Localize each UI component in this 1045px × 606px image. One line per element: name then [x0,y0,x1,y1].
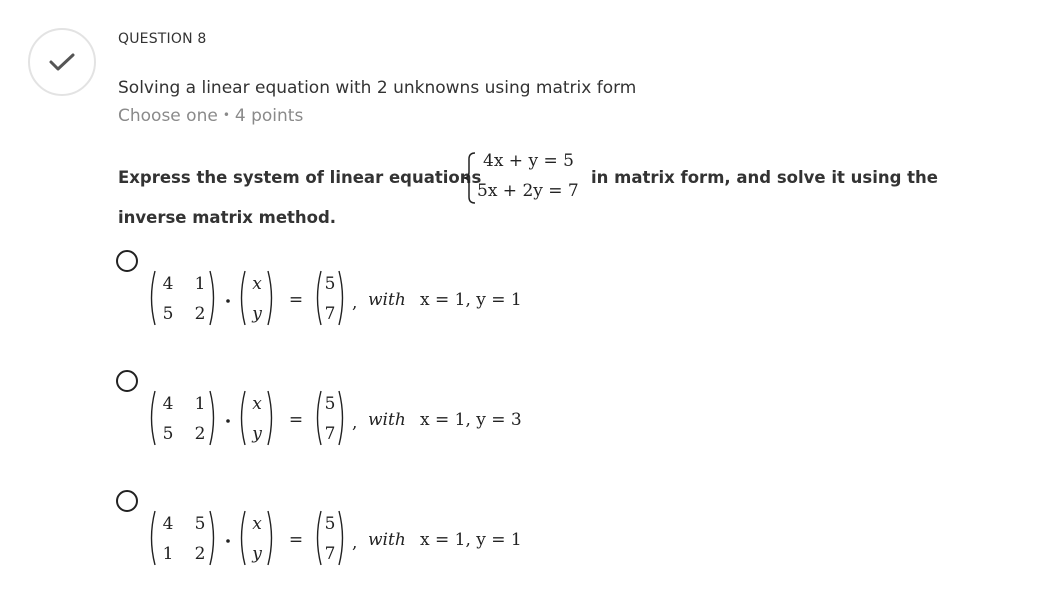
matrix-equation [146,268,646,328]
equals-sign: = [288,530,304,550]
equation-system [462,150,594,206]
prompt-text-line2: inverse matrix method. [118,208,337,227]
matrix-entry: 1 [194,274,206,294]
answer-option-2[interactable] [116,370,676,470]
question-meta [118,106,303,126]
radio-button[interactable] [116,370,138,392]
open-paren [318,511,322,565]
close-paren [268,391,272,445]
matrix-entry: 5 [194,514,206,534]
close-paren [210,391,214,445]
vector-entry: 5 [324,394,336,414]
vector-entry: y [252,544,262,564]
close-paren [210,271,214,325]
matrix-entry: 5 [162,304,174,324]
matrix-entry: 4 [162,514,174,534]
matrix-entry: 2 [194,544,206,564]
with-label: with [368,530,406,550]
open-paren [242,271,246,325]
multiply-dot [226,539,230,543]
equals-sign: = [288,290,304,310]
prompt-text-after: in matrix form, and solve it using the [591,168,938,187]
prompt-text-before: Express the system of linear equations [118,168,482,187]
close-paren [339,391,343,445]
vector-entry: 5 [324,274,336,294]
vector-entry: 5 [324,514,336,534]
close-paren [339,511,343,565]
matrix-entry: 2 [194,304,206,324]
open-paren [318,391,322,445]
matrix-entry: 4 [162,394,174,414]
matrix-equation [146,508,646,568]
check-icon [47,50,77,74]
vector-entry: x [252,514,262,534]
vector-entry: 7 [324,544,336,564]
matrix-entry: 5 [162,424,174,444]
radio-button[interactable] [116,250,138,272]
with-label: with [368,410,406,430]
with-label: with [368,290,406,310]
matrix-entry: 1 [194,394,206,414]
vector-entry: 7 [324,424,336,444]
vector-entry: y [252,304,262,324]
solution-text: x = 1, y = 1 [420,290,522,310]
left-brace [462,150,478,206]
equation-1: 4x + y = 5 [483,151,574,171]
question-number: QUESTION 8 [118,31,207,47]
matrix-entry: 4 [162,274,174,294]
matrix-entry: 1 [162,544,174,564]
multiply-dot [226,299,230,303]
open-paren [318,271,322,325]
solution-text: x = 1, y = 3 [420,410,522,430]
answer-option-3[interactable] [116,490,676,590]
close-paren [210,511,214,565]
radio-button[interactable] [116,490,138,512]
comma: , [352,533,358,553]
matrix-equation [146,388,646,448]
separator-dot: • [222,108,230,122]
solution-text: x = 1, y = 1 [420,530,522,550]
answered-status-badge [28,28,96,96]
multiply-dot [226,419,230,423]
open-paren [242,391,246,445]
answer-option-1[interactable] [116,250,676,350]
close-paren [268,511,272,565]
equation-2: 5x + 2y = 7 [477,181,579,201]
question-type: Choose one [118,106,218,126]
open-paren [152,391,156,445]
vector-entry: y [252,424,262,444]
vector-entry: x [252,274,262,294]
equals-sign: = [288,410,304,430]
open-paren [242,511,246,565]
open-paren [152,271,156,325]
question-title: Solving a linear equation with 2 unknowns using matrix form [118,78,637,98]
close-paren [268,271,272,325]
matrix-entry: 2 [194,424,206,444]
open-paren [152,511,156,565]
close-paren [339,271,343,325]
vector-entry: x [252,394,262,414]
question-points: 4 points [234,106,304,126]
vector-entry: 7 [324,304,336,324]
comma: , [352,293,358,313]
comma: , [352,413,358,433]
